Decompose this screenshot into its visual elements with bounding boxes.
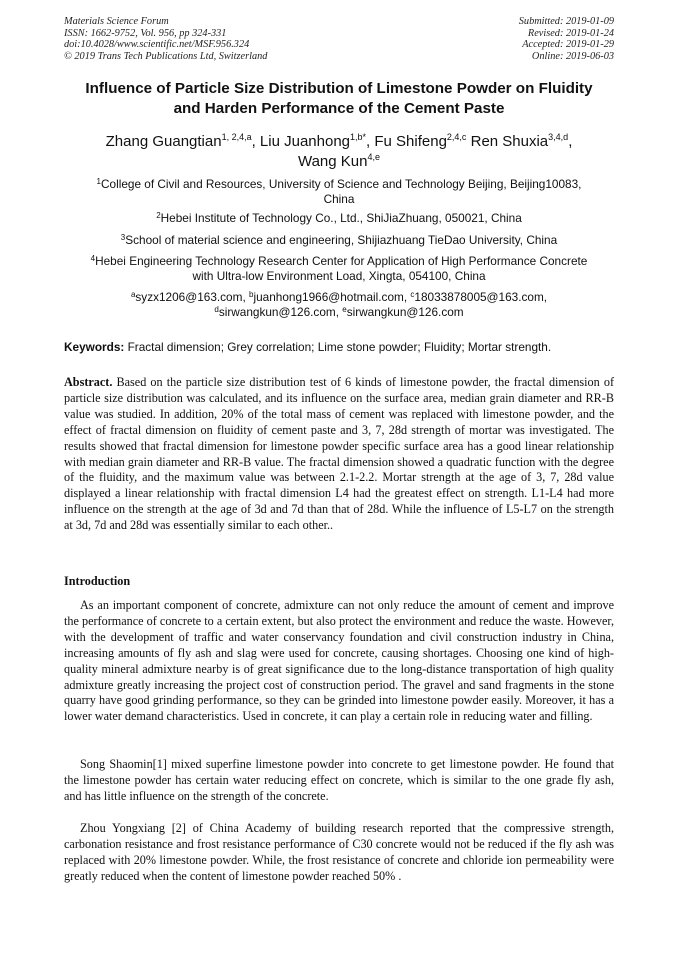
author-superscript: 3,4,d (548, 132, 569, 142)
affiliation-1 (64, 177, 614, 206)
affiliation-superscript: 3 (120, 233, 126, 242)
affiliation-superscript: 4 (90, 254, 96, 263)
affiliation-text: School of material science and engineering, Shijiazhuang TieDao University, China (125, 233, 558, 247)
email-address: juanhong1966@hotmail.com, (253, 290, 411, 304)
email-address: sirwangkun@126.com (346, 304, 464, 319)
abstract-paragraph (64, 375, 614, 534)
affiliation-superscript: 2 (156, 211, 161, 220)
introduction-paragraph-3: Zhou Yongxiang [2] of China Academy of building research reported that the compressive strength, carbonation resistance and frost resistance performance of C30 concrete would not be reduced if the fly ash was replaced with 20% limestone powder. While, the frost resistance of concrete and chloride ion permeability were greatly reduced when the content of limestone powder reached 50% . (64, 821, 614, 883)
author-superscript: 1,b* (350, 132, 367, 142)
affiliation-4-line-1 (64, 254, 614, 269)
email-line-2 (64, 305, 614, 320)
affiliation-2 (64, 211, 614, 226)
affiliation-text: Hebei Engineering Technology Research Center for Application of High Performance Concrete (95, 254, 588, 268)
title-line-2: and Harden Performance of the Cement Paste (173, 99, 505, 117)
author-separator: , (568, 133, 573, 150)
copyright-line: © 2019 Trans Tech Publications Ltd, Switzerland (64, 50, 268, 62)
journal-header-right (519, 16, 614, 62)
author-list (64, 132, 614, 171)
affiliation-4 (64, 254, 614, 283)
email-list (64, 290, 614, 319)
affiliation-superscript: 1 (96, 177, 101, 186)
email-superscript: d (214, 304, 219, 314)
email-address: 18033878005@163.com, (414, 290, 548, 304)
online-date: Online: 2019-06-03 (531, 50, 614, 62)
doi-line: doi:10.4028/www.scientific.net/MSF.956.324 (64, 39, 250, 51)
journal-name: Materials Science Forum (64, 16, 169, 27)
email-superscript: c (410, 290, 415, 299)
accepted-date: Accepted: 2019-01-29 (522, 39, 614, 51)
author-line-2 (64, 152, 614, 172)
submitted-date: Submitted: 2019-01-09 (518, 16, 614, 27)
author-superscript: 1, 2,4,a (221, 132, 252, 142)
email-line-1 (64, 290, 614, 305)
email-address: syzx1206@163.com, (135, 290, 250, 304)
author-superscript: 2,4,c (446, 132, 467, 142)
abstract-text: Based on the particle size distribution test of 6 kinds of limestone powder, the fractal dimension of particle size distribution was calculated, and its influence on the surface area, median grain diameter and RR-B value was studied. In addition, 20% of the total mass of cement was replaced with limestone powder, and the effect of fractal dimension on fluidity of cement paste and 3, 7, 28d strength of mortar was investigated. The results showed that fractal dimension for limestone powder specific surface area has a good linear relationship with median grain diameter and RR-B value. The fractal dimension showed a quadratic function with the degree of the fluidity, and the maximum value was between 2.1-2.2. Mortar strength at the age of 3, 7, 28d value displayed a linear relationship with fractal dimension L4 had the greatest effect on strength. L1-L4 had more influence on the strength at the age of 3d and 7d than that of 28d. While the influence of L5-L7 on the strength at 3d, 7d and 28d was essentially similar to each other.. (64, 375, 614, 533)
journal-header-left (64, 16, 267, 62)
author-name: Wang Kun (297, 152, 368, 170)
email-superscript: a (130, 290, 136, 299)
title-line-1: Influence of Particle Size Distribution of Limestone Powder on Fluidity (85, 80, 593, 97)
email-address: sirwangkun@126.com, (218, 304, 343, 319)
issn-line: ISSN: 1662-9752, Vol. 956, pp 324-331 (64, 27, 227, 39)
affiliation-text: College of Civil and Resources, University of Science and Technology Beijing, Beijing10083, (101, 177, 582, 191)
introduction-paragraph-2: Song Shaomin[1] mixed superfine limestone powder into concrete to get limestone powder. He found that the limestone powder has certain water reducing effect on concrete, which is similar to the one grade fly ash, and has little influence on the strength of the concrete. (64, 757, 614, 803)
author-superscript: 4,e (367, 151, 380, 162)
keywords-label: Keywords: (64, 340, 125, 354)
email-superscript: e (342, 304, 347, 314)
revised-date: Revised: 2019-01-24 (527, 27, 614, 39)
author-name: Zhang Guangtian (105, 133, 222, 150)
email-superscript: b (249, 290, 254, 299)
abstract-label: Abstract. (64, 375, 113, 389)
keywords-text: Fractal dimension; Grey correlation; Lime stone powder; Fluidity; Mortar strength. (124, 340, 552, 354)
author-name: , Fu Shifeng (366, 133, 447, 150)
affiliation-1-line-1 (64, 177, 614, 192)
affiliation-text: Hebei Institute of Technology Co., Ltd., ShiJiaZhuang, 050021, China (160, 211, 522, 225)
author-name: Ren Shuxia (466, 133, 549, 150)
affiliation-1-line-2: China (323, 191, 355, 206)
keywords-line (64, 339, 624, 355)
section-heading-introduction: Introduction (64, 574, 131, 588)
introduction-paragraph-1: As an important component of concrete, admixture can not only reduce the amount of cement and improve the performance of concrete to a certain extent, but also protect the environment and reduce the waste. However, with the development of traffic and water conservancy foundation and civil construction industry in China, increasing amounts of fly ash and slag were used for concrete, causing shortages. Choosing one kind of high-quality mineral admixture nearby is of great significance due to the long-distance transportation of high quality admixture greatly increasing the project cost of construction period. The gravel and sand fragments in the stone quarry have good grinding performance, so they can be grinded into limestone powder easily. Moreover, it has a lower water demand characteristics. Used in concrete, it can play a certain role in reducing water and filling. (64, 598, 614, 724)
affiliation-3 (64, 233, 614, 248)
paper-title (60, 79, 618, 118)
author-name: , Liu Juanhong (251, 133, 351, 150)
author-line-1 (64, 132, 614, 152)
affiliation-4-line-2: with Ultra-low Environment Load, Xingta, 054100, China (192, 268, 486, 283)
